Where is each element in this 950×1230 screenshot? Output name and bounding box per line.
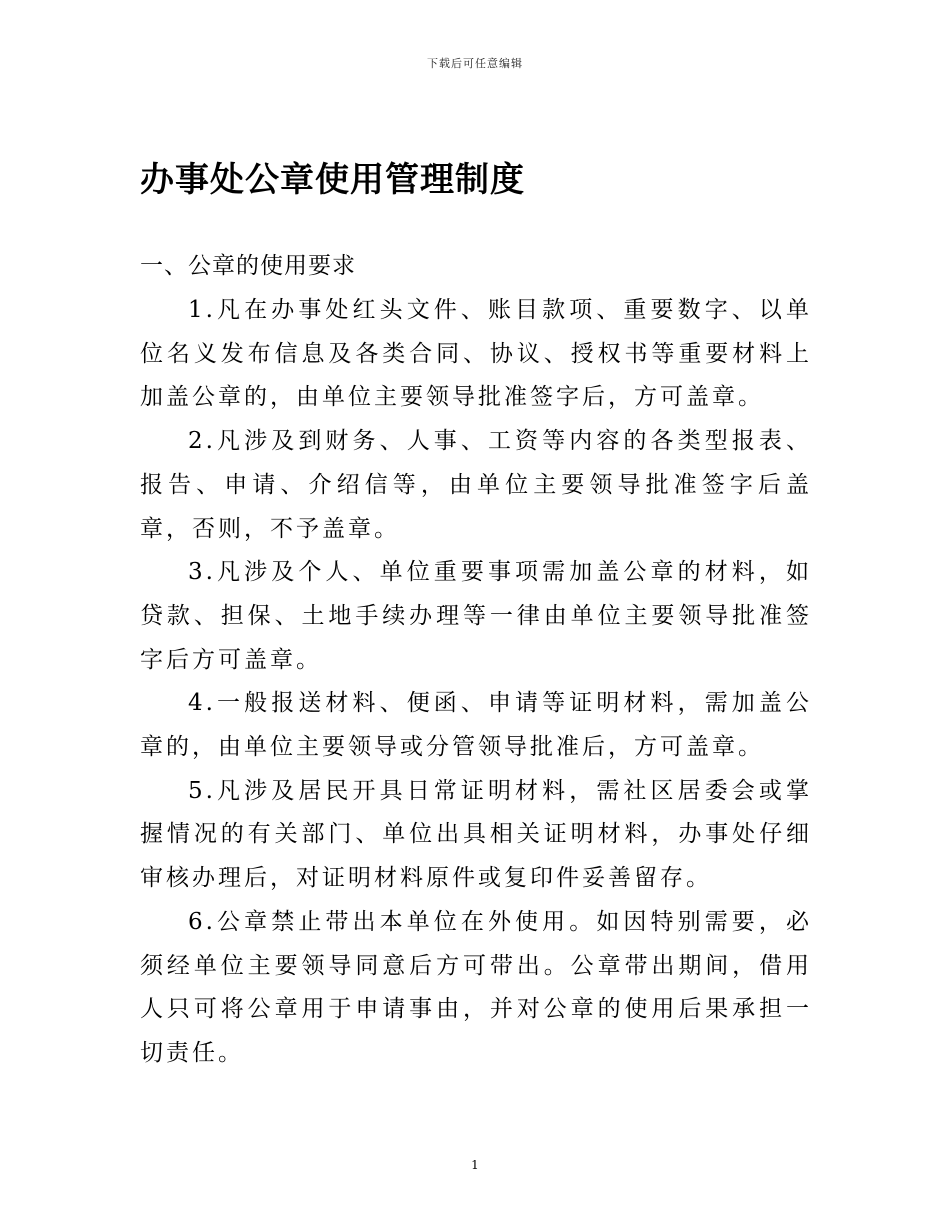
- document-body: [140, 289, 812, 1076]
- paragraph-5: 5.凡涉及居民开具日常证明材料，需社区居委会或掌握情况的有关部门、单位出具相关证明材料，办事处仔细审核办理后，对证明材料原件或复印件妥善留存。: [140, 777, 812, 892]
- document-title: 办事处公章使用管理制度: [140, 160, 525, 200]
- paragraph-3: 3.凡涉及个人、单位重要事项需加盖公章的材料，如贷款、担保、土地手续办理等一律由单位主要领导批准签字后方可盖章。: [140, 559, 812, 673]
- paragraph-1: 1.凡在办事处红头文件、账目款项、重要数字、以单位名义发布信息及各类合同、协议、授权书等重要材料上加盖公章的，由单位主要领导批准签字后，方可盖章。: [140, 297, 812, 411]
- paragraph-4: 4.一般报送材料、便函、申请等证明材料，需加盖公章的，由单位主要领导或分管领导批准后，方可盖章。: [140, 690, 812, 761]
- page-header-note: 下载后可任意编辑: [427, 57, 523, 70]
- section-heading: 一、公章的使用要求: [140, 253, 356, 279]
- paragraph-6: 6.公章禁止带出本单位在外使用。如因特别需要，必须经单位主要领导同意后方可带出。公章带出期间，借用人只可将公章用于申请事由，并对公章的使用后果承担一切责任。: [140, 908, 812, 1066]
- paragraph-2: 2.凡涉及到财务、人事、工资等内容的各类型报表、报告、申请、介绍信等，由单位主要领导批准签字后盖章，否则，不予盖章。: [140, 428, 812, 542]
- page-number: 1: [471, 1158, 479, 1172]
